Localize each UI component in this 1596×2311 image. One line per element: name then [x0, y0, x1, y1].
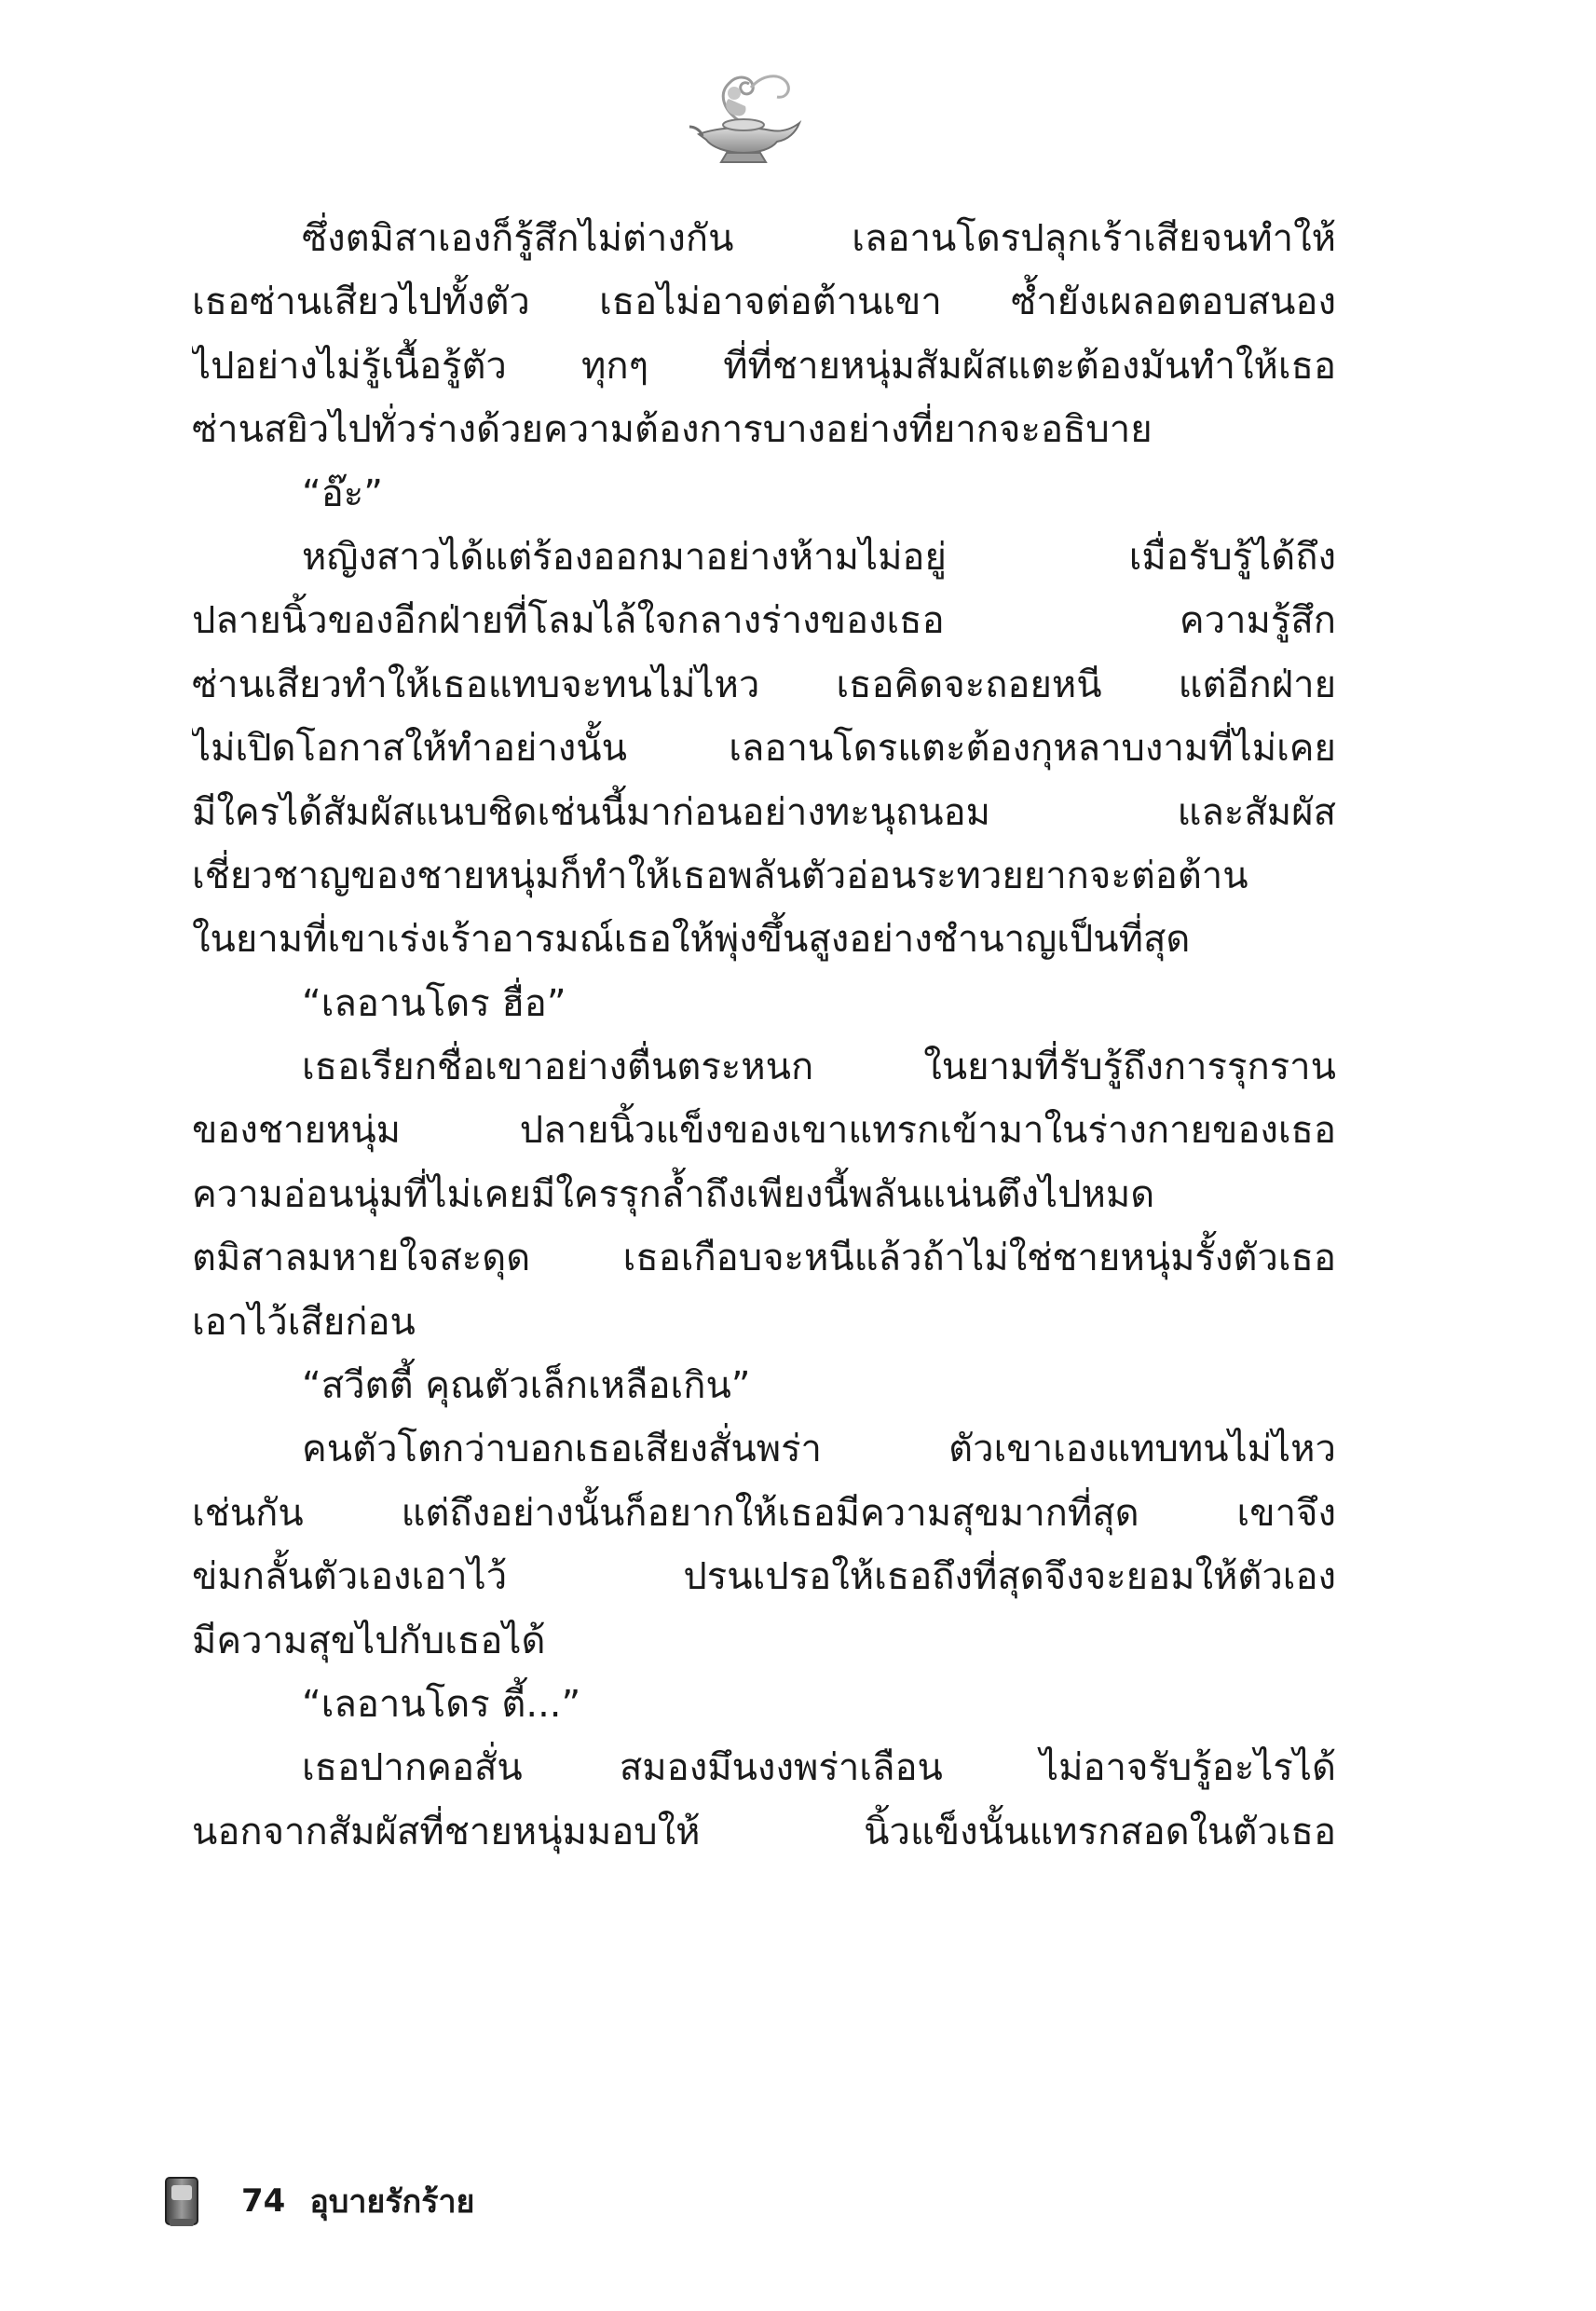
dialogue-line: “สวีตตี้ คุณตัวเล็กเหลือเกิน”	[302, 1364, 751, 1408]
text-line: เธอเรียกชื่อเขาอย่างตื่นตระหนก ในยามที่รับรู้ถึงการรุกราน	[302, 1046, 1336, 1089]
text-line: ซึ่งตมิสาเองก็รู้สึกไม่ต่างกัน เลอานโดรปลุกเร้าเสียจนทำให้	[302, 217, 1336, 260]
text-line: ซ่านเสียวทำให้เธอแทบจะทนไม่ไหว เธอคิดจะถอยหนี แต่อีกฝ่าย	[192, 663, 1336, 706]
book-title: อุบายรักร้าย	[309, 2183, 475, 2221]
genie-lamp-icon	[686, 65, 807, 170]
page-footer	[163, 2164, 474, 2238]
text-line: ของชายหนุ่ม ปลายนิ้วแข็งของเขาแทรกเข้ามาในร่างกายของเธอ	[192, 1109, 1336, 1153]
text-line: มีความสุขไปกับเธอได้	[192, 1619, 546, 1662]
book-icon	[163, 2172, 200, 2230]
text-line: ซ่านสยิวไปทั่วร่างด้วยความต้องการบางอย่างที่ยากจะอธิบาย	[192, 408, 1153, 452]
text-line: เอาไว้เสียก่อน	[192, 1300, 416, 1344]
dialogue-line: “เลอานโดร ฮื่อ”	[302, 981, 566, 1025]
text-line: เช่นกัน แต่ถึงอย่างนั้นก็อยากให้เธอมีความสุขมากที่สุด เขาจึง	[192, 1491, 1336, 1535]
text-line: ข่มกลั้นตัวเองเอาไว้ ปรนเปรอให้เธอถึงที่สุดจึงจะยอมให้ตัวเอง	[192, 1555, 1336, 1599]
text-line: เธอซ่านเสียวไปทั้งตัว เธอไม่อาจต่อต้านเขา ซ้ำยังเผลอตอบสนอง	[192, 280, 1336, 324]
dialogue-line: “เลอานโดร ตี้...”	[302, 1682, 581, 1726]
text-line: เชี่ยวชาญของชายหนุ่มก็ทำให้เธอพลันตัวอ่อนระทวยยากจะต่อต้าน	[192, 854, 1248, 897]
text-line: ความอ่อนนุ่มที่ไม่เคยมีใครรุกล้ำถึงเพียงนี้พลันแน่นตึงไปหมด	[192, 1172, 1155, 1216]
text-line: เธอปากคอสั่น สมองมึนงงพร่าเลือน ไม่อาจรับรู้อะไรได้	[302, 1746, 1336, 1790]
text-line: ไม่เปิดโอกาสให้ทำอย่างนั้น เลอานโดรแตะต้องกุหลาบงามที่ไม่เคย	[192, 727, 1336, 771]
dialogue-line: “อ๊ะ”	[302, 472, 383, 515]
text-line: คนตัวโตกว่าบอกเธอเสียงสั่นพร่า ตัวเขาเองแทบทนไม่ไหว	[302, 1428, 1336, 1471]
text-line: ในยามที่เขาเร่งเร้าอารมณ์เธอให้พุ่งขึ้นสูงอย่างชำนาญเป็นที่สุด	[192, 918, 1191, 962]
text-line: ตมิสาลมหายใจสะดุด เธอเกือบจะหนีแล้วถ้าไม่ใช่ชายหนุ่มรั้งตัวเธอ	[192, 1237, 1336, 1280]
text-line: ปลายนิ้วของอีกฝ่ายที่โลมไล้ใจกลางร่างของเธอ ความรู้สึก	[192, 599, 1336, 643]
text-line: นอกจากสัมผัสที่ชายหนุ่มมอบให้ นิ้วแข็งนั้นแทรกสอดในตัวเธอ	[192, 1810, 1336, 1853]
text-line: หญิงสาวได้แต่ร้องออกมาอย่างห้ามไม่อยู่ เมื่อรับรู้ได้ถึง	[302, 535, 1336, 579]
text-line: ไปอย่างไม่รู้เนื้อรู้ตัว ทุกๆ ที่ที่ชายหนุ่มสัมผัสแตะต้องมันทำให้เธอ	[192, 344, 1336, 388]
page-number: 74	[241, 2182, 286, 2220]
body-text	[192, 207, 1336, 1864]
text-line: มีใครได้สัมผัสแนบชิดเช่นนี้มาก่อนอย่างทะนุถนอม และสัมผัส	[192, 790, 1336, 834]
